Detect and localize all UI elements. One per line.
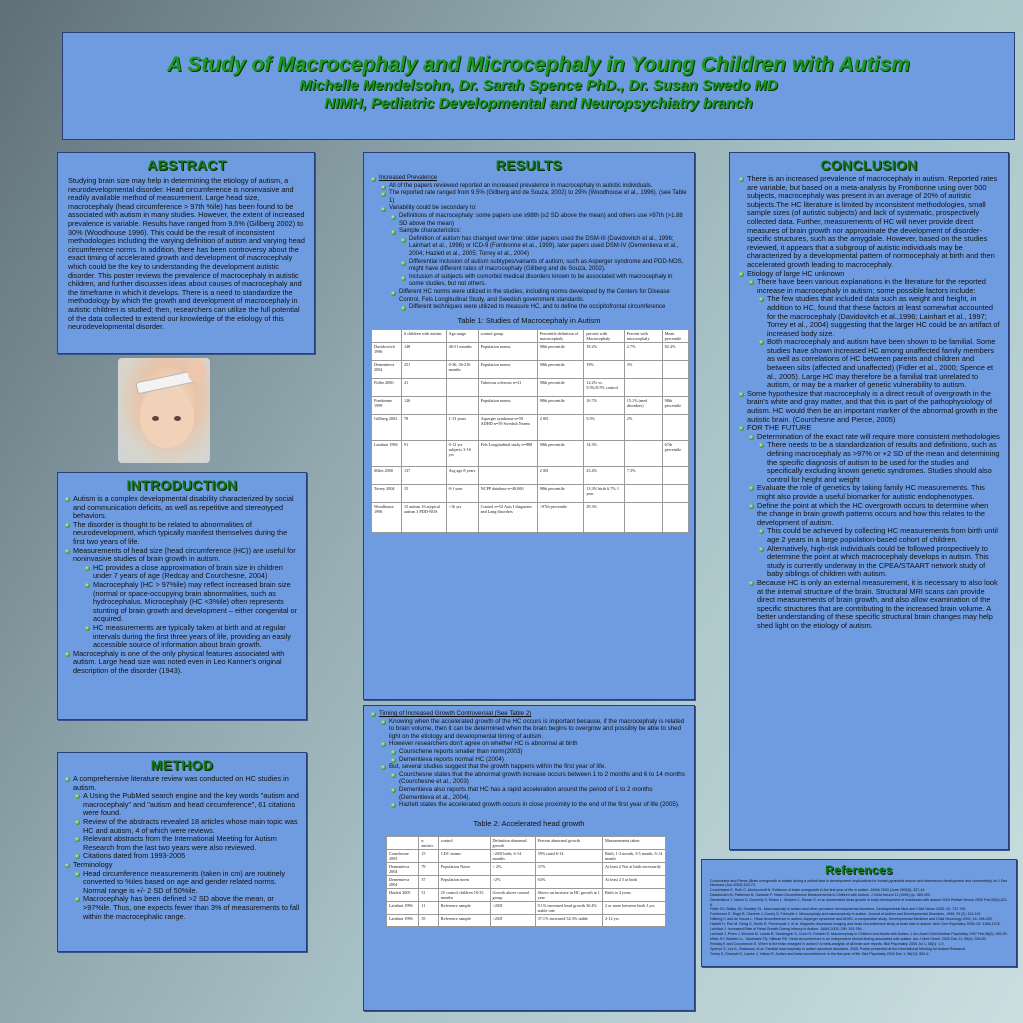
table-cell: Fels Longitudinal study n=888	[478, 440, 537, 466]
table-cell	[662, 484, 688, 502]
method-panel	[57, 752, 307, 952]
table-cell	[662, 360, 688, 378]
table-cell: 1-13 years	[446, 414, 478, 440]
list-item: Variability could be secondary to:	[380, 205, 688, 213]
table-cell	[478, 466, 537, 484]
table-cell: 126	[401, 396, 446, 414]
list-item: Macrocephaly is one of the only physical features associated with autism. Large head size was noted even in Leo Kanner's original description of the disorder (1943).	[64, 650, 300, 676]
table1	[371, 329, 689, 533]
table-cell: 15	[419, 849, 438, 862]
list-item: Courchesne states that the abnormal growth increase occurs between 1 to 2 months and 6 to 14 months (Courchesne et al., 2003)	[390, 771, 688, 786]
table-cell	[372, 329, 402, 342]
table-row	[372, 360, 689, 378]
table-cell: 3%	[624, 360, 662, 378]
table-cell: 82.4%	[662, 342, 688, 360]
table-cell: control group	[478, 329, 537, 342]
table-cell: Measurements taken	[602, 836, 665, 849]
table-cell: Lainhart 1996	[372, 440, 402, 466]
timing-panel	[363, 705, 695, 1011]
table-cell: 14.3%	[584, 440, 624, 466]
abstract-body: Studying brain size may help in determining the etiology of autism, a neurodevelopmental disorder. Head circumference is noninvasive and readily available method of measurement. Large head size, macrocephaly (head circumference > 97th %ile) has been found to be associated with autism in many studies. However, the extent of increased prevalence is variable. Results have ranged from 9.5% (Gillberg 2002) to 30% (Woodhouse 1996). This could be the result of inconsistent methodologies including the varying definition of autism and varying head circumference norms. In addition, there has been controversy about the exact timing of accelerated growth and development of macrocephaly which could be the key to understanding the development autistic disorder. This poster reviews the prevalence of macrocephaly in autistic children, and further discusses ideas about causes of macrocephaly and the timeframe in which it develops. There is a need to standardize the methodology by which the growth and development of macrocephaly in autistic children is studied; then, researchers can utilize the full potential of the data collected to extend our knowledge of the etiology of this neurodevelopmental disorder.	[68, 176, 305, 332]
list-item: Etiology of large HC unknown	[738, 270, 1000, 279]
table-cell: 35	[419, 914, 438, 926]
table-cell: Mean percentile	[662, 329, 688, 342]
table-cell: 98th percentile	[537, 342, 584, 360]
table-cell: Courchesne 2003	[387, 849, 419, 862]
references-list	[710, 879, 1008, 956]
table-cell: 59% rated 6-14	[535, 849, 602, 862]
list-item: All of the papers reviewed reported an increased prevalence in macrocephaly in autistic individuals.	[380, 183, 688, 191]
table-row	[387, 901, 666, 914]
poster-affiliation: NIMH, Pediatric Developmental and Neuropsychiatry branch	[324, 95, 753, 112]
table-cell: NCPP database n=40,000	[478, 484, 537, 502]
table-cell: Woodhouse 1996	[372, 502, 402, 532]
poster-title: A Study of Macrocephaly and Microcephaly in Young Children with Autism	[167, 53, 910, 76]
list-item: Evaluate the role of genetics by taking family HC measurements. This might also provide a useful biomarker for autistic endophenotypes.	[748, 484, 1000, 501]
table-cell: Population norm	[438, 875, 490, 888]
table-cell	[624, 440, 662, 466]
table-cell: 98th percentile	[537, 360, 584, 378]
list-item: Knowing when the accelerated growth of the HC occurs is important because, if the macrocephaly is related to brain volume, then it can be determined when the brain begins to overgrow and possibly be able to shed light on the etiology and developmental timing of autism.	[380, 718, 688, 741]
table-row	[387, 862, 666, 875]
reference-item: Courchesne and Pierce (Brain overgrowth in autism during a critical time in development: implications for frontal pyramidal neuron and interneuron development and connectivity) Int J Dev Neurosci (Jun-2005) 153-70.	[710, 879, 1008, 888]
table-cell: 98th percentile	[662, 396, 688, 414]
table-cell: 51	[419, 888, 438, 901]
table-cell: CDC norms	[438, 849, 490, 862]
table-cell: 12.2% vs. 9.5%/8.5% control	[584, 378, 624, 396]
table-cell: 79	[419, 862, 438, 875]
table-cell: Torrey 2004	[372, 484, 402, 502]
table-cell: 23.4%	[584, 466, 624, 484]
table-cell: >2%	[490, 875, 535, 888]
table-row	[372, 440, 689, 466]
list-item: Head circumference measurements (taken in cm) are routinely converted to %iles based on age and gender related norms. Normal range is +/- 2 SD of 50%ile.	[74, 870, 300, 896]
table-cell: Reference sample	[438, 914, 490, 926]
table-header-row	[372, 329, 689, 342]
table-cell: Percent abnormal growth	[535, 836, 602, 849]
table-row	[372, 396, 689, 414]
reference-item: Fombonne E, Rogé B, Claverie J, Courty S, Frémolle J. Microcephaly and macrocephaly in autism. Journal of Autism and Developmental Disorders, 1999; 29 (2): 113-119.	[710, 912, 982, 917]
table-cell: Avg age 8 years	[446, 466, 478, 484]
table-cell: 15	[401, 484, 446, 502]
table-cell	[624, 378, 662, 396]
list-item: There is an increased prevalence of macrocephaly in autism. Reported rates are variable, but based on a meta-analysis by Frombonne using over 500 subjects, macrocephaly was present in an average of 20% of autistic subjects.The HC literature is limited by inconsistent methodologies, small sample sizes (of autistic subjects) and lack of systematic, prospectively collected data. Further, measurements of HC will never provide direct measures of brain growth nor approximate the development of disorder-specific structures, such as the amygdale. However, based on the studies reviewed, it appears that a subgroup of autistic individuals may be characterized by a developmental pattern of normocephaly at birth and then accelerated growth leading to macrocephaly.	[738, 175, 1000, 270]
table-cell: 2%	[624, 414, 662, 440]
table-cell: Birth, 1-2 month, 3-5 month, 6-14 month	[602, 849, 665, 862]
table-cell: 98th percentile	[537, 440, 584, 466]
table-cell: Tuberous sclerosis n=21	[478, 378, 537, 396]
table-cell: 0-1 year	[446, 484, 478, 502]
table-cell: Population norms	[478, 360, 537, 378]
table-row	[372, 484, 689, 502]
table-cell: 37	[419, 875, 438, 888]
list-item: FOR THE FUTURE	[738, 424, 1000, 433]
list-item: Definition of autism has changed over time: older papers used the DSM-III (Davidovitch et al., 1996; Lainhart et al., 1996) or ICD-9 (Fombonne et al., 1999), later papers used DSM-IV (Dementieva et al., 2004; Hazlett et al., 2005; Torrey et al., 2004)	[400, 236, 688, 259]
list-item: Measurements of head size (head circumference (HC)) are useful for noninvasive studies of brain growth in autism.	[64, 547, 300, 564]
table-cell: 9.1% increased head growth 36.4% stable rate	[535, 901, 602, 914]
table2-caption: Table 2: Accelerated head growth	[473, 818, 585, 828]
conclusion-panel	[729, 152, 1009, 850]
table-row	[387, 914, 666, 926]
table-cell: 0-36; 36-216 months	[446, 360, 478, 378]
list-item: Determination of the exact rate will require more consistent methodologies	[748, 433, 1000, 442]
table-cell: 11	[419, 901, 438, 914]
table-cell: 251	[401, 360, 446, 378]
table-cell: 41	[401, 378, 446, 396]
table-cell: Dementieva 2004	[387, 862, 419, 875]
table-cell: > 2%	[490, 862, 535, 875]
table-cell: Dementieva 2004	[372, 360, 402, 378]
poster-authors: Michelle Mendelsohn, Dr. Sarah Spence PhD., Dr. Susan Swedo MD	[299, 77, 778, 94]
table-cell: 19%	[584, 360, 624, 378]
adult-hand	[188, 360, 206, 382]
table-cell: 98th percentile	[537, 396, 584, 414]
list-item: Alternatively, high-risk individuals could be followed prospectively to determine the point at which macrocephaly develops in autism. This study is currently underway in the CPEA/STAART network study of baby siblings of children with autism.	[758, 545, 1000, 579]
reference-item: Hazlett H, Poe M, Gerig G, Smith R, Provenzale J, et al. Magnetic resonance imaging and head circumference study of brain size in autism. Arch Gen Psychiatry 2005; 62: 1366-1376.	[710, 922, 1001, 927]
table-cell: # children with autism	[401, 329, 446, 342]
table-cell	[624, 484, 662, 502]
table-cell: 0-12 yrs subjects 3-16 yrs	[446, 440, 478, 466]
results-panel	[363, 152, 695, 700]
table-cell: 78	[401, 414, 446, 440]
table-cell: Birth to 4 years	[602, 888, 665, 901]
list-item: HC provides a close approximation of brain size in children under 7 years of age (Redcay and Courchesne, 2004)	[84, 564, 300, 581]
child-photo	[118, 358, 210, 463]
table-cell: 2 or more between birth 3 yrs	[602, 901, 665, 914]
reference-item: Fidler DJ, Bailey JN, Smalley SL. Macrocephaly in autism and other pervasive developmental disorders. Developmental Med and Child Neuro 2000; 42: 737-740.	[710, 907, 967, 912]
table-cell: Fidler 2000	[372, 378, 402, 396]
list-item: This could be achieved by collecting HC measurements from birth until age 2 years in a large population-based cohort of children.	[758, 527, 1000, 544]
table-row	[372, 414, 689, 440]
table-cell: Miles 2000	[372, 466, 402, 484]
table-cell: Fombonne 1999	[372, 396, 402, 414]
introduction-panel	[57, 472, 307, 720]
list-item: The reported rate ranged from 9.5% (Gillberg and de Souza, 2002) to 29% (Woodhouse et al., 1996). (see Table 1)	[380, 190, 688, 205]
table2	[386, 836, 666, 927]
reference-item: Lainhart J, Piven J, Wzorek M, Landa R, Santangelo S, Coon H, Folstein S. Macrocephaly in Children and Adults with Autism. J Am Acad Child Adolesc Psychiatry 1997 Feb;36(2): 282-90.	[710, 931, 1008, 936]
list-item: Definitions of macrocephaly: some papers use ≥98th (≥2 SD above the mean) and others use >97th (>1.88 SD above the mean)	[390, 213, 688, 228]
table-cell: Reference sample	[438, 901, 490, 914]
table-cell: 2 SD	[537, 414, 584, 440]
list-item: Timing of Increased Growth Controversial (See Table 2)	[370, 710, 688, 718]
table-cell: Lainhart 1996	[387, 914, 419, 926]
list-item: The disorder is thought to be related to abnormalities of neurodevelopment, which typically manifest themselves during the first two years of life.	[64, 521, 300, 547]
introduction-list	[64, 495, 300, 675]
list-item: A comprehensive literature review was conducted on HC studies in autism.	[64, 775, 300, 792]
table-cell: 18.2%	[584, 342, 624, 360]
table-cell: Davidovitch 1996	[372, 342, 402, 360]
list-item: A Using the PubMed search engine and the key words "autism and macrocephaly" and "autism and head circumference", 61 citations were found.	[74, 792, 300, 818]
table1-caption: Table 1: Studies of Macrocephaly in Autism	[457, 315, 601, 325]
results-heading: RESULTS	[495, 157, 563, 173]
table-cell: Definition abnormal growth	[490, 836, 535, 849]
table-cell: Asperger syndrome n=59 ADHD n=59 Swedish Norms	[478, 414, 537, 440]
table-cell: 37.1% increased 54.3% stable	[535, 914, 602, 926]
reference-item: Torrey E, Dhavale D, Lawlor J, Yolken R. Autism and head circumference in the first year of life. Biol Psychiatry 2004 Dec 1; 56(11): 892-4.	[710, 951, 930, 956]
conclusion-list	[738, 175, 1000, 630]
table-cell: 2.7%	[624, 342, 662, 360]
list-item: Both macrocephaly and autism have been shown to be familial. Some studies have shown increased HC among unaffected family members as well as correlations of HC between parents and children and between sibs (affected and unaffected) (Fidler et al., 2000; Spence et al., 2005). Large HC may therefore be a familial trait unrelated to autism, or may be a marker of genetic vulnerability to autism.	[758, 338, 1000, 390]
reference-item: Davidovitch M, Patterson B, Gartside P. Head Circumference Measurements in Children with Autism. J Child Neurol 11 (1996) pp. 389-393.	[710, 893, 931, 898]
table-cell: 98th percentile	[537, 378, 584, 396]
table-cell: >97th percentile	[537, 502, 584, 532]
list-item: Dementieva also reports that HC has a rapid acceleration around the period of 1 to 2 months (Dementieva et al., 2004).	[390, 786, 688, 801]
list-item: Increased Prevalence	[370, 175, 688, 183]
introduction-heading: INTRODUCTION	[126, 477, 238, 493]
table-row	[372, 466, 689, 484]
list-item: Because HC is only an external measurement, it is necessary to also look at the internal structure of the brain. Structural MRI scans can provide direct measurements of brain growth, and also allow examination of the specific structures that are contributing to the increased brain volume. A better understanding of these specific structural brain changes may help shed light on the etiology of autism.	[748, 579, 1000, 631]
table-cell: Control n=52 Axis I diagnoses and Lang disorders	[478, 502, 537, 532]
list-item: Dementieva reports normal HC (2004)	[390, 756, 688, 764]
abstract-heading: ABSTRACT	[147, 157, 227, 173]
reference-item: Courchesne E, Ruth C, Akshoomoff N. Evidence of brain overgrowth in the first year of life in autism. JAMA 2003 (June 290(3)): 337-44.	[710, 888, 926, 893]
list-item: There needs to be a standardization of results and definitions, such as defining macrocephaly as >97% or +2 SD of the mean and determining the specific diagnosis of autism to be used for the studies and specifically excluding known genetic syndromes. Studies should also control for height and weight	[758, 441, 1000, 484]
table-cell: 91	[401, 440, 446, 466]
reference-item: Spence S, Lee A, Zlatanova, et al. Familial macrocephaly in autism spectrum disorders. 2005. Poster presented at the International Meeting for Autism Research.	[710, 946, 967, 951]
timing-list	[370, 710, 688, 809]
table-cell: 98th percentile	[537, 484, 584, 502]
list-item: Autism is a complex developmental disability characterized by social and communication deficits, as well as repetitive and stereotyped behaviors.	[64, 495, 300, 521]
table-cell	[662, 378, 688, 396]
reference-item: Lainhart J. Increased Rate of Head Growth During Infancy in Autism. JAMA 2003; 290: 393-394.	[710, 927, 863, 932]
table-row	[387, 888, 666, 901]
results-list	[370, 175, 688, 312]
list-item: Different HC norms were utilized in the studies, including norms developed by the Centers for Disease Control, Fels Longitudinal Study, and Swedish government standards.	[390, 289, 688, 304]
list-item: Different techniques were utilized to measure HC, and to define the occipitofrontal circumference	[400, 304, 688, 312]
reference-item: Miles JH, Hadden LL, Takahashi TN, Hillman RE. Head circumference is an independent clinical finding associated with autism. Am J Med Genet. 2000 Dec 11; 95(4): 339-50.	[710, 936, 987, 941]
table-cell: 67th percentile	[662, 440, 688, 466]
table-cell: Shows an increase in HC growth at 1 year	[535, 888, 602, 901]
table-cell: 15 autism 16 atypical autism 3 PDD-NOS	[401, 502, 446, 532]
conclusion-heading: CONCLUSION	[820, 157, 918, 173]
table-cell: Age range	[446, 329, 478, 342]
list-item: Courschene reports smaller than norm(2003)	[390, 748, 688, 756]
list-item: Hazlett states the accelerated growth occurs in close proximity to the end of the first year of life (2005).	[390, 801, 688, 809]
table-cell: 63%	[535, 875, 602, 888]
table-cell	[662, 414, 688, 440]
table-cell: 13.3% birth 6.7% 1 year	[584, 484, 624, 502]
table-cell: Percentile definition of macrocephaly	[537, 329, 584, 342]
right-eye	[174, 416, 181, 421]
list-item: Review of the abstracts revealed 18 articles whose main topic was HC and autism, 4 of which were reviews.	[74, 818, 300, 835]
table-cell: Population norms	[478, 396, 537, 414]
table-cell: Population norms	[478, 342, 537, 360]
list-item: Macrocephaly (HC > 97%ile) may reflect increased brain size (normal or space-occupying brain abnormalities, such as hydrocephalus. Microcephaly (HC <3%ile) often represents stunting of brain growth and development – either congenital or acquired.	[84, 581, 300, 624]
table-cell: 25 control children 18-35 months	[438, 888, 490, 901]
table-cell: Lainhart 1996	[387, 901, 419, 914]
table-cell	[662, 502, 688, 532]
table-cell	[662, 466, 688, 484]
table-row	[372, 378, 689, 396]
table-cell: 137	[401, 466, 446, 484]
list-item: Citations dated from 1993-2005	[74, 852, 300, 861]
list-item: Macrocephaly has been defined >2 SD above the mean, or >97%ile. Thus, one expects fewer than 3% of measurements to fall within the macrocephalic range.	[74, 895, 300, 921]
table-cell	[446, 396, 478, 414]
list-item: Sample characteristics:	[390, 228, 688, 236]
table-cell: Gillberg 2002	[372, 414, 402, 440]
table-cell: >2SD birth; 6-14 months	[490, 849, 535, 862]
list-item: Define the point at which the HC overgrowth occurs to determine when the change in brain growth patterns occurs and how this relates to the development of autism.	[748, 502, 1000, 528]
table-cell: 9.5%	[584, 414, 624, 440]
table-row	[387, 849, 666, 862]
reference-item: Gillberg C and de Souza L. Head circumference in autism, Asperger syndrome and ADHD: a comparative study. Developmental Medicine and Child Neurology 2002; 44: 296-300.	[710, 917, 993, 922]
list-item: However researchers don't agree on whether HC is abnormal at birth	[380, 740, 688, 748]
reference-item: Redcay E and Courchesne E. When is the brain enlarged in autism? A meta-analysis of all brain size reports. Biol Psychiatry. 2005 Jul 1; 58(1): 1-9.	[710, 941, 945, 946]
table-cell: control	[438, 836, 490, 849]
table-cell	[624, 502, 662, 532]
references-panel	[701, 859, 1017, 967]
table-cell: 7.3%	[624, 466, 662, 484]
table-cell	[446, 378, 478, 396]
table-row	[387, 875, 666, 888]
table-header-row	[387, 836, 666, 849]
table-cell: Growth above control group	[490, 888, 535, 901]
table-cell: 37%	[535, 862, 602, 875]
table-cell: >2SD	[490, 901, 535, 914]
table-cell: 16.7%	[584, 396, 624, 414]
table-cell: Dementieva 2004	[387, 875, 419, 888]
reference-item: Dementieva Y, Vance D, Donnelly S, Elston L, Wolpert C, Ravan S, et al. Accelerated head growth in early development of individuals with autism 2004 Pediatr Neurol 2005 Feb;32(2):102-8.	[710, 898, 1008, 907]
list-item: The few studies that included data such as weight and height, in addition to HC, found that these factors at least somewhat accounted for the macrocephaly (Davidovitch et al.,1996; Lainhart et al., 1997; Torrey et al., 2004) suggesting that the larger HC could be an artifact of increased body size.	[758, 295, 1000, 338]
list-item: Terminology	[64, 861, 300, 870]
method-list	[64, 775, 300, 921]
list-item: Inclusion of subjects with comorbid medical disorders known to be associated with macrocephaly in some studies, but not others.	[400, 274, 688, 289]
list-item: Relevant abstracts from the International Meeting for Autism Research from the last two years were also reviewed.	[74, 835, 300, 852]
table-cell: 15.1% (med disorders)	[624, 396, 662, 414]
table-cell: 29.3%	[584, 502, 624, 532]
table-cell: n autistic	[419, 836, 438, 849]
poster-header	[62, 32, 1015, 140]
table-cell	[387, 836, 419, 849]
left-eye	[152, 416, 159, 421]
abstract-panel	[57, 152, 315, 354]
list-item: Differential inclusion of autism subtypes/variants of autism, such as Asperger syndrome and PDD-NOS, might have different rates of macrocephaly (Gillberg and de Souza, 2002).	[400, 259, 688, 274]
table-cell: Hazlett 2005	[387, 888, 419, 901]
table-cell: >2SD	[490, 914, 535, 926]
table-cell: 2-12 yrs	[602, 914, 665, 926]
child-face	[140, 388, 194, 448]
list-item: HC measurements are typically taken at birth and at regular intervals during the first three years of life, providing an easily accessible source of information about brain growth.	[84, 624, 300, 650]
table-cell: percent with Macrocephaly	[584, 329, 624, 342]
list-item: Some hypothesize that macrocephaly is a direct result of overgrowth in the brain's white and gray matter, and that this is part of the pathophysiology of autism. HC would then be an important marker of the abnormal growth in the autistic brain. (Courchesne and Pierce, 2005)	[738, 390, 1000, 424]
table-cell: At least 2 Not at birth necessarily	[602, 862, 665, 875]
table-cell: <16 yrs	[446, 502, 478, 532]
table-cell: Population Norm	[438, 862, 490, 875]
table-cell: 148	[401, 342, 446, 360]
list-item: There have been various explanations in the literature for the reported increase in macrocephaly in autism; some possible factors include:	[748, 278, 1000, 295]
table-row	[372, 342, 689, 360]
table-cell: At least 2 5 at birth	[602, 875, 665, 888]
table-cell: 46-51 months	[446, 342, 478, 360]
table-row	[372, 502, 689, 532]
table-cell: Percent with microcephaly	[624, 329, 662, 342]
references-heading: References	[825, 863, 893, 877]
list-item: But, several studies suggest that the growth happens within the first year of life.	[380, 763, 688, 771]
table-cell: 2 SD	[537, 466, 584, 484]
method-heading: METHOD	[150, 757, 214, 773]
